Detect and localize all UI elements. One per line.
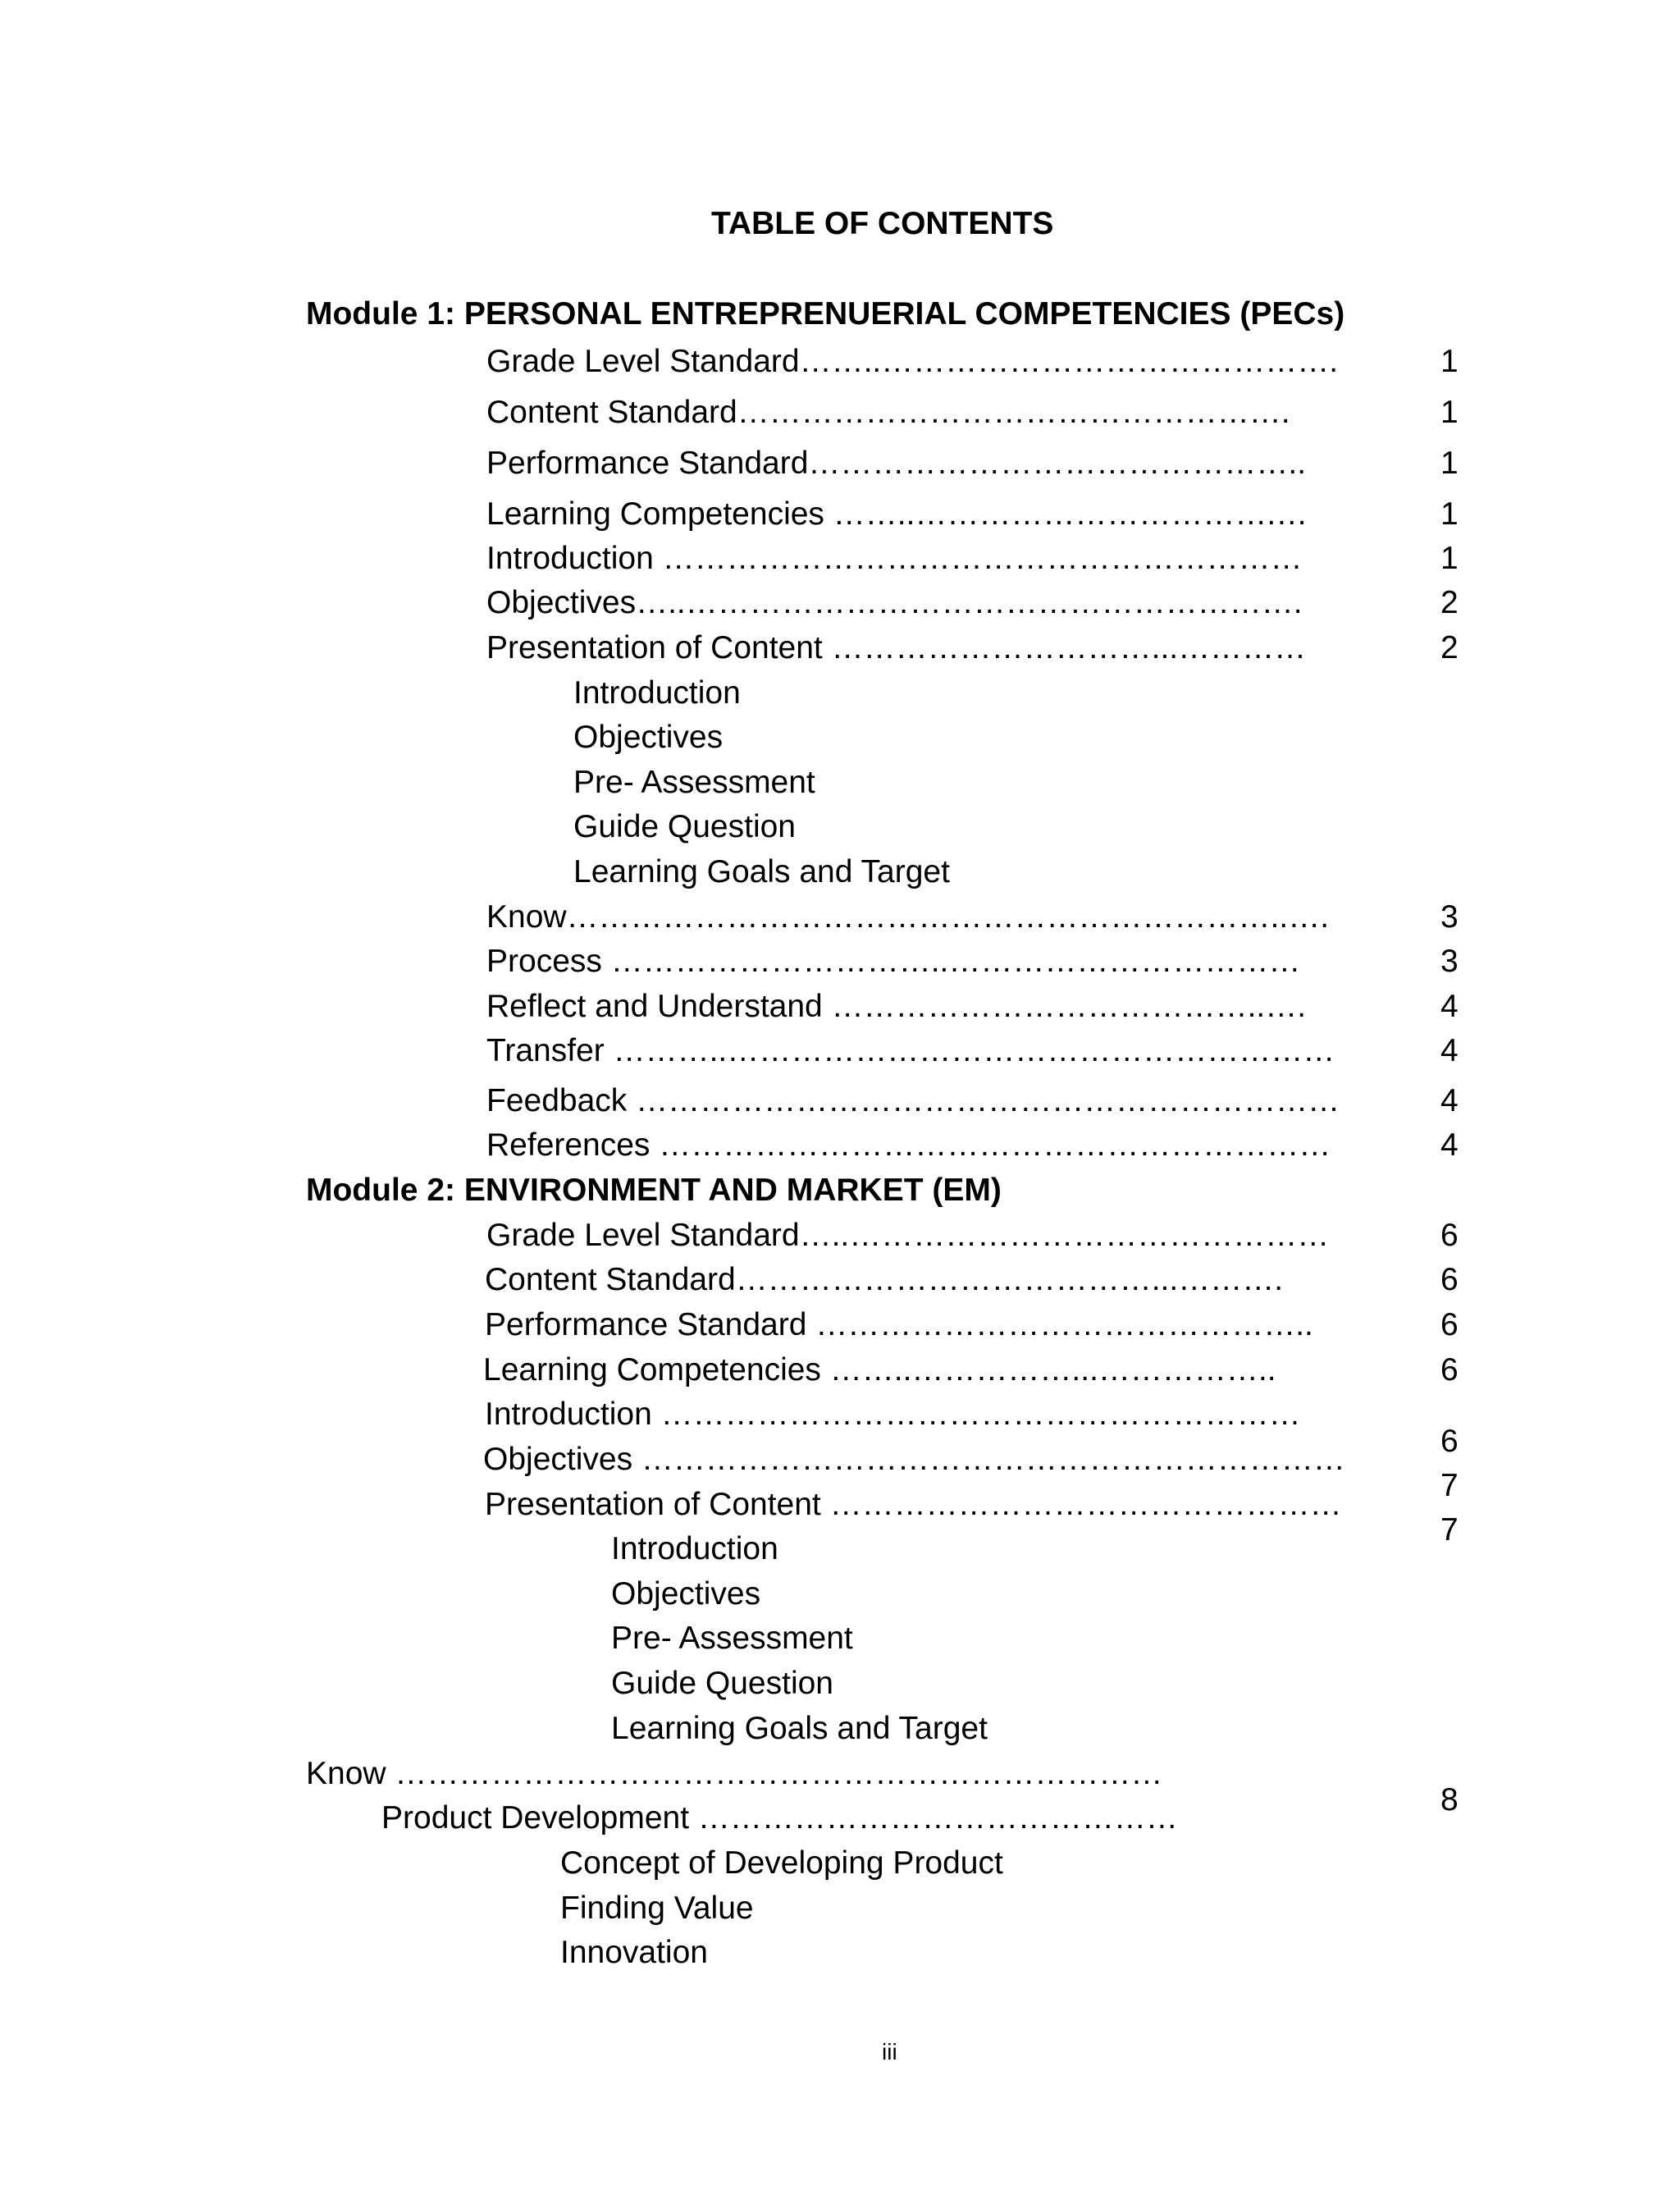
toc-entry-page: 1 xyxy=(1440,344,1459,379)
module-2-heading: Module 2: ENVIRONMENT AND MARKET (EM) xyxy=(306,1173,1002,1208)
toc-entry-page: 6 xyxy=(1440,1218,1459,1253)
toc-sub-item: Objectives xyxy=(611,1576,761,1612)
toc-sub-item: Learning Goals and Target xyxy=(573,854,950,889)
toc-entry-page: 1 xyxy=(1440,541,1459,576)
toc-entry-label[interactable]: Grade Level Standard……..……………………………………. xyxy=(486,344,1339,379)
toc-entry-label[interactable]: Introduction …………………………………………………… xyxy=(485,1397,1301,1432)
toc-entry-page: 4 xyxy=(1440,1033,1459,1068)
toc-entry-page: 2 xyxy=(1440,585,1459,620)
toc-entry-label[interactable]: Performance Standard……………………………………….. xyxy=(486,446,1307,481)
toc-entry-label[interactable]: Reflect and Understand …………………………………..…. xyxy=(486,989,1307,1024)
toc-sub-item: Concept of Developing Product xyxy=(560,1845,1003,1881)
toc-entry-page: 2 xyxy=(1440,630,1459,665)
page-title: TABLE OF CONTENTS xyxy=(711,206,1054,241)
toc-entry-label[interactable]: Learning Competencies ……..…………………………….… xyxy=(486,496,1308,532)
toc-sub-item: Finding Value xyxy=(560,1891,754,1926)
toc-entry-label[interactable]: Presentation of Content ………………………………………… xyxy=(485,1487,1342,1522)
toc-entry-page: 6 xyxy=(1440,1262,1459,1297)
toc-sub-item: Guide Question xyxy=(573,809,797,844)
toc-entry-label[interactable]: Learning Competencies ……..……………...…………….. xyxy=(483,1352,1276,1388)
toc-sub-item: Introduction xyxy=(573,675,741,711)
toc-entry-page: 1 xyxy=(1440,446,1459,481)
toc-sub-item: Introduction xyxy=(611,1531,778,1566)
toc-sub-item: Innovation xyxy=(560,1935,708,1970)
toc-entry-label[interactable]: Transfer ………..………………………………………………… xyxy=(486,1033,1335,1068)
toc-entry-label[interactable]: Product Development ……………………………………… xyxy=(381,1800,1178,1836)
toc-entry-page: 6 xyxy=(1440,1424,1459,1459)
page-number: iii xyxy=(882,2039,897,2064)
toc-entry-page: 1 xyxy=(1440,395,1459,430)
toc-entry-label[interactable]: Objectives…..…………………………………………………. xyxy=(486,585,1303,620)
toc-entry-label[interactable]: Presentation of Content …………………………...………… xyxy=(486,630,1307,665)
toc-entry-label[interactable]: Objectives ………………………………………………………… xyxy=(483,1442,1345,1477)
toc-entry-page: 7 xyxy=(1440,1468,1459,1503)
toc-entry-page: 3 xyxy=(1440,899,1459,935)
toc-entry-label[interactable]: Feedback ………………………………………………………… xyxy=(486,1083,1340,1118)
toc-entry-page: 7 xyxy=(1440,1512,1459,1548)
toc-sub-item: Learning Goals and Target xyxy=(611,1711,988,1746)
toc-entry-label[interactable]: References ……………………………………………………… xyxy=(486,1127,1331,1163)
toc-entry-label[interactable]: Content Standard…………………………………...………. xyxy=(485,1262,1284,1297)
toc-entry-page: 6 xyxy=(1440,1352,1459,1388)
toc-entry-page: 4 xyxy=(1440,1127,1459,1163)
toc-sub-item: Pre- Assessment xyxy=(611,1621,853,1656)
toc-entry-label[interactable]: Performance Standard ……………………………………….. xyxy=(485,1307,1313,1342)
module-1-heading: Module 1: PERSONAL ENTREPRENUERIAL COMPETENCIES (PECs) xyxy=(306,296,1345,331)
toc-sub-item: Pre- Assessment xyxy=(573,765,815,800)
toc-entry-page: 1 xyxy=(1440,496,1459,532)
toc-entry-label[interactable]: Know ……………………………………………………………… xyxy=(306,1756,1163,1791)
toc-entry-label[interactable]: Grade Level Standard…..……………………………………… xyxy=(486,1218,1330,1253)
toc-sub-item: Guide Question xyxy=(611,1666,834,1701)
toc-entry-page: 4 xyxy=(1440,1083,1459,1118)
toc-entry-label[interactable]: Know…………………………………………………………..…. xyxy=(486,899,1330,935)
toc-sub-item: Objectives xyxy=(573,720,724,755)
toc-entry-page: 3 xyxy=(1440,944,1459,979)
toc-entry-label[interactable]: Process …………………………..…………………………… xyxy=(486,944,1301,979)
toc-entry-label[interactable]: Introduction …………………………………………………… xyxy=(486,541,1303,576)
toc-entry-page: 8 xyxy=(1440,1782,1459,1817)
toc-entry-page: 4 xyxy=(1440,989,1459,1024)
toc-entry-page: 6 xyxy=(1440,1307,1459,1342)
toc-entry-label[interactable]: Content Standard……………………………………………. xyxy=(486,395,1290,430)
